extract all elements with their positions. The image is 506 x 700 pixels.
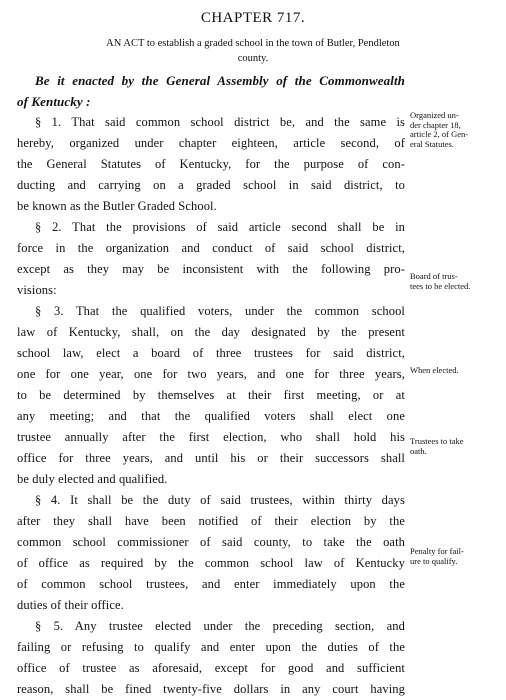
section-3-line-3: school law, elect a board of three trustees for said district, [17, 346, 405, 360]
section-1-line-4: ducting and carrying on a graded school in said district, to [17, 178, 405, 192]
act-title-line-2: county. [237, 52, 269, 64]
margin-note-take-oath [410, 437, 500, 456]
act-title-line-1: AN ACT to establish a graded school in the town of Butler, Pendleton [106, 38, 400, 49]
margin-note-line: ure to qualify. [410, 555, 458, 566]
section-3-line-1: § 3. That the qualified voters, under the common school [35, 304, 405, 318]
section-3-line-8: office for three years, and until his or their successors shall [17, 451, 405, 465]
section-4-line-1: § 4. It shall be the duty of said trustees, within thirty days [35, 493, 405, 507]
section-2-line-1: § 2. That the provisions of said article second shall be in [35, 220, 405, 234]
section-2-line-4: visions: [17, 283, 57, 297]
section-1-line-2: hereby, organized under chapter eighteen, article second, of [17, 136, 405, 150]
section-3-line-2: law of Kentucky, shall, on the day designated by the present [17, 325, 405, 339]
chapter-title: CHAPTER 717. [200, 10, 306, 26]
section-4-line-3: common school commissioner of said county, to take the oath [17, 535, 405, 549]
section-4-line-2: after they shall have been notified of their election by the [17, 514, 405, 528]
margin-note-line: Trustees to take [410, 436, 464, 446]
section-5-line-3: office of trustee as aforesaid, except for good and sufficient [17, 661, 405, 675]
section-2-line-2: force in the organization and conduct of said school district, [17, 241, 405, 255]
section-5-line-4: reason, shall be fined twenty-five dollars in any court having [17, 682, 405, 696]
margin-note-when-elected [410, 366, 500, 376]
margin-note-penalty [410, 547, 500, 566]
section-4-line-5: of common school trustees, and enter immediately upon the [17, 577, 405, 591]
margin-note-line: der chapter 18, [410, 119, 461, 130]
section-5-line-1: § 5. Any trustee elected under the preceding section, and [35, 619, 405, 633]
enacting-clause-line-2: of Kentucky : [17, 94, 91, 109]
section-4-line-6: duties of their office. [17, 598, 124, 612]
section-1-line-1: § 1. That said common school district be, and the same is [35, 115, 405, 129]
section-1-line-5: be known as the Butler Graded School. [17, 199, 217, 213]
section-4-line-4: of office as required by the common school law of Kentucky [17, 556, 405, 570]
section-3-line-4: one for one year, one for two years, and one for three years, [17, 367, 405, 381]
section-2-line-3: except as they may be inconsistent with the following pro- [17, 262, 405, 276]
margin-note-board-elected [410, 272, 500, 291]
section-3-line-5: to be determined by themselves at their first meeting, or at [17, 388, 405, 402]
section-5-line-2: failing or refusing to qualify and enter upon the duties of the [17, 640, 405, 654]
section-1-line-3: the General Statutes of Kentucky, for the purpose of con- [17, 157, 405, 171]
margin-note-organized [410, 111, 500, 149]
section-3-line-6: any meeting; and that the qualified voters shall elect one [17, 409, 405, 423]
margin-note-line: eral Statutes. [410, 138, 454, 149]
margin-note-line: article 2, of Gen- [410, 129, 469, 139]
margin-note-line: Board of trus- [410, 271, 458, 281]
margin-note-line: Organized un- [410, 110, 459, 120]
section-3-line-7: trustee annually after the first election, who shall hold his [17, 430, 405, 444]
act-title [0, 37, 506, 66]
enacting-clause-line-1: Be it enacted by the General Assembly of the Commonwealth [35, 73, 405, 88]
section-3-line-9: be duly elected and qualified. [17, 472, 168, 486]
margin-note-line: When elected. [410, 365, 459, 375]
margin-note-line: oath. [410, 445, 427, 456]
margin-note-line: tees to be elected. [410, 280, 471, 291]
margin-note-line: Penalty for fail- [410, 546, 464, 556]
